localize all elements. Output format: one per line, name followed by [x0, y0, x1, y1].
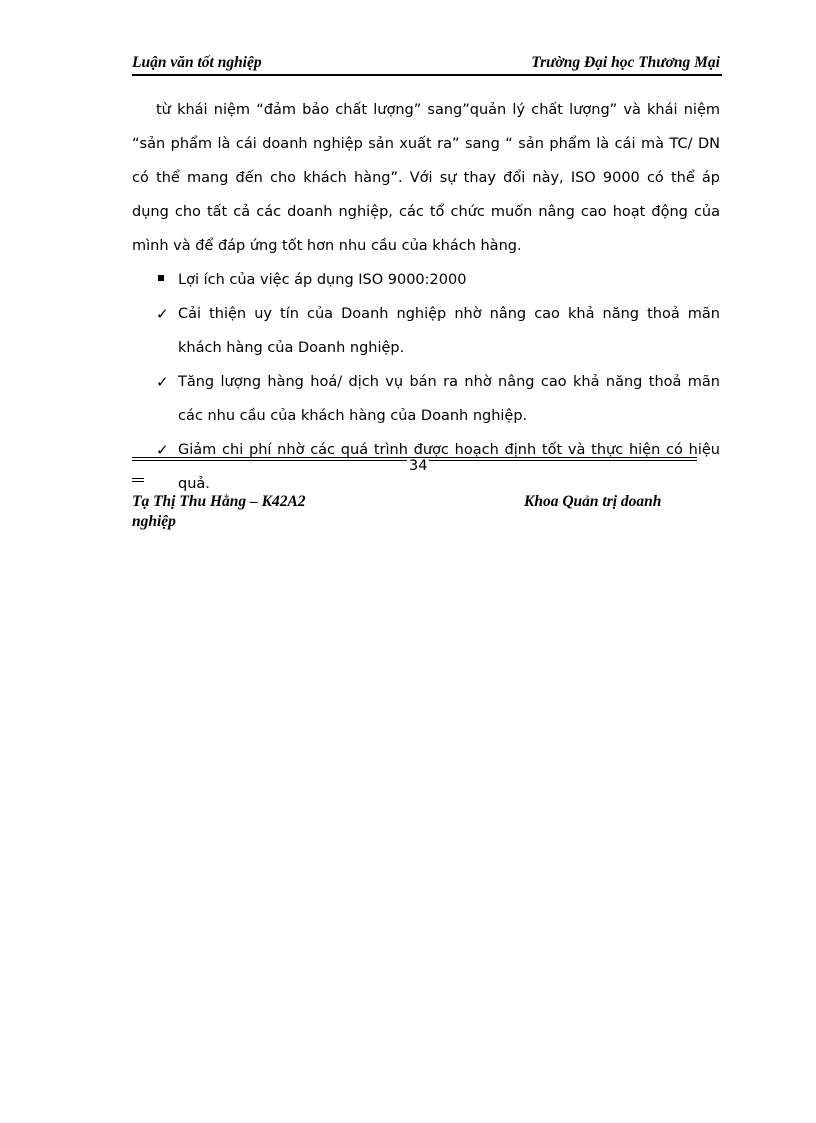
check-text: Cải thiện uy tín của Doanh nghiệp nhờ nâng cao khả năng thoả mãn khách hàng của Doanh nghiệp.	[178, 306, 720, 356]
bullet-text: Lợi ích của việc áp dụng ISO 9000:2000	[178, 272, 467, 288]
body-content	[132, 93, 720, 501]
footer-author: Tạ Thị Thu Hằng – K42A2	[132, 493, 306, 510]
bullet-item	[132, 263, 720, 297]
header-university: Trường Đại học Thương Mại	[531, 54, 720, 71]
body-paragraph: từ khái niệm “đảm bảo chất lượng” sang”quản lý chất lượng” và khái niệm “sản phẩm là cái doanh nghiệp sản xuất ra” sang “ sản phẩm là cái mà TC/ DN có thể mang đến cho khách hàng”. Với sự thay đổi này, ISO 9000 có thể áp dụng cho tất cả các doanh nghiệp, các tổ chức muốn nâng cao hoạt động của mình và để đáp ứng tốt hơn nhu cầu của khách hàng.	[132, 102, 720, 254]
checkmark-icon: ✓	[156, 305, 169, 323]
check-text: Giảm chi phí nhờ các quá trình được hoạch định tốt và thực hiện có hiệu quả.	[178, 442, 720, 492]
footer-faculty-continued: nghiệp	[132, 513, 176, 530]
page-header	[132, 52, 722, 76]
square-bullet-icon	[158, 275, 164, 281]
header-thesis-label: Luận văn tốt nghiệp	[132, 54, 262, 71]
checkmark-icon: ✓	[156, 373, 169, 391]
checkmark-icon: ✓	[156, 441, 169, 459]
check-item	[132, 365, 720, 433]
footer-short-divider	[132, 478, 144, 482]
page-number: 34	[409, 458, 428, 474]
footer-faculty: Khoa Quản trị doanh	[524, 493, 662, 510]
check-item	[132, 297, 720, 365]
check-text: Tăng lượng hàng hoá/ dịch vụ bán ra nhờ nâng cao khả năng thoả mãn các nhu cầu của khách hàng của Doanh nghiệp.	[178, 374, 720, 424]
